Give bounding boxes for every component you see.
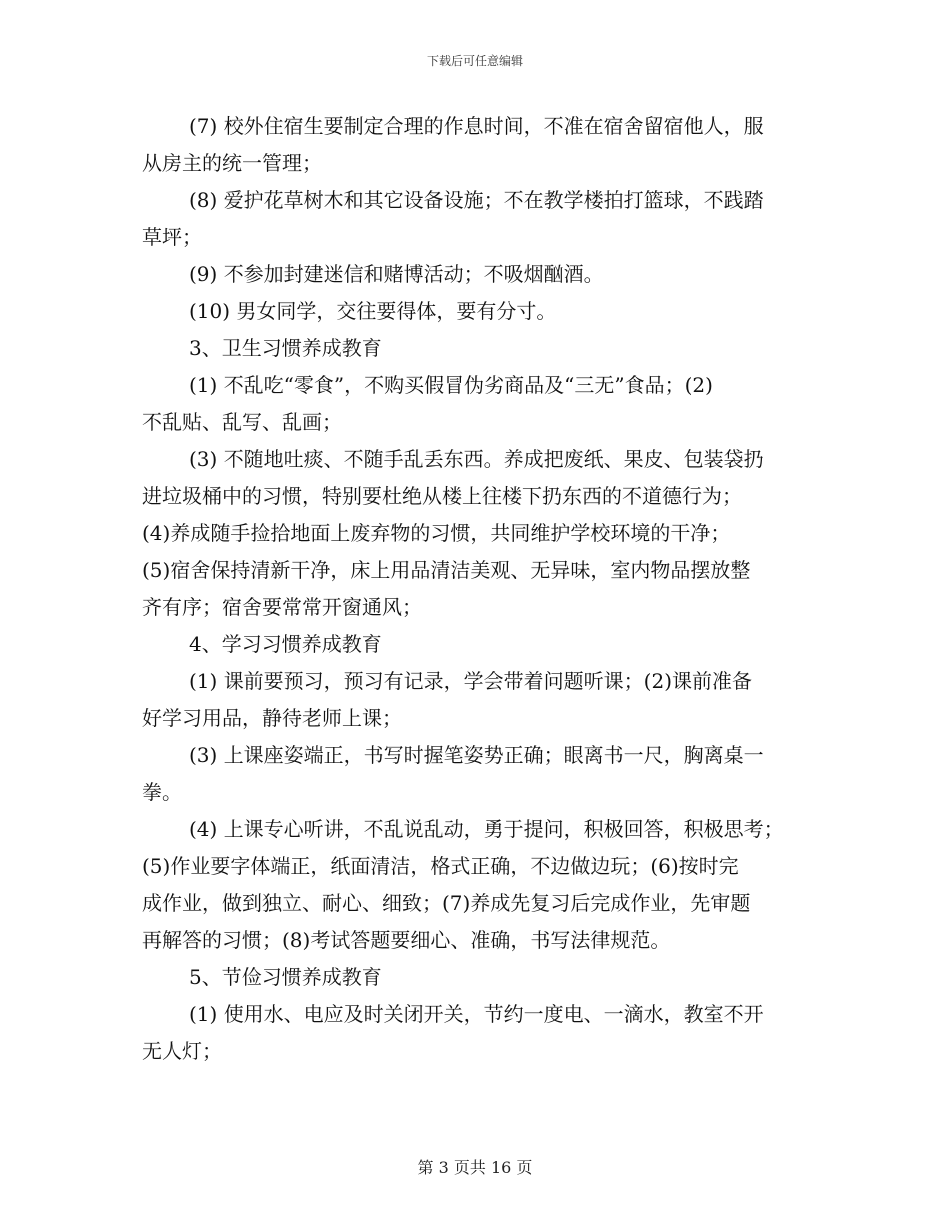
text-line: (9) 不参加封建迷信和赌博活动；不吸烟酗酒。	[189, 262, 604, 286]
paragraph-item-10	[142, 293, 822, 330]
text-line: 齐有序；宿舍要常常开窗通风；	[142, 595, 422, 619]
text-line: 不乱贴、乱写、乱画；	[142, 410, 342, 434]
text-line: 拳。	[142, 780, 182, 804]
page-footer: 第 3 页共 16 页	[417, 1158, 533, 1177]
text-line: (4) 上课专心听讲，不乱说乱动，勇于提问，积极回答，积极思考；	[189, 817, 784, 841]
paragraph-item-9	[142, 256, 822, 293]
paragraph-study-3	[142, 737, 822, 811]
section-heading-hygiene	[142, 330, 822, 367]
text-line: 再解答的习惯；(8)考试答题要细心、准确，书写法律规范。	[142, 928, 671, 952]
text-line: (3) 上课座姿端正，书写时握笔姿势正确；眼离书一尺，胸离桌一	[189, 743, 764, 767]
text-line: (5)宿舍保持清新干净，床上用品清洁美观、无异味，室内物品摆放整	[142, 558, 751, 582]
document-body	[142, 108, 822, 1070]
text-line: (10) 男女同学，交往要得体，要有分寸。	[189, 299, 557, 323]
paragraph-hygiene-3	[142, 441, 822, 626]
text-line: (1) 课前要预习，预习有记录，学会带着问题听课；(2)课前准备	[189, 669, 753, 693]
paragraph-study-4	[142, 811, 822, 959]
text-line: 从房主的统一管理；	[142, 151, 322, 175]
text-line: 无人灯；	[142, 1039, 222, 1063]
paragraph-item-8	[142, 182, 822, 256]
text-line: 好学习用品，静待老师上课；	[142, 706, 402, 730]
page-header: 下载后可任意编辑	[426, 54, 523, 68]
text-line: 成作业，做到独立、耐心、细致；(7)养成先复习后完成作业，先审题	[142, 891, 751, 915]
section-heading-thrift	[142, 959, 822, 996]
section-title: 4、学习习惯养成教育	[189, 632, 382, 656]
text-line: (7) 校外住宿生要制定合理的作息时间，不准在宿舍留宿他人，服	[189, 114, 764, 138]
paragraph-hygiene-1	[142, 367, 822, 441]
section-heading-study	[142, 626, 822, 663]
text-line: 草坪；	[142, 225, 202, 249]
text-line: (1) 不乱吃“零食”，不购买假冒伪劣商品及“三无”食品；(2)	[189, 373, 713, 397]
text-line: (4)养成随手捡拾地面上废弃物的习惯，共同维护学校环境的干净；	[142, 521, 731, 545]
paragraph-thrift-1	[142, 996, 822, 1070]
text-line: (8) 爱护花草树木和其它设备设施；不在教学楼拍打篮球，不践踏	[189, 188, 764, 212]
section-title: 3、卫生习惯养成教育	[189, 336, 382, 360]
paragraph-study-1	[142, 663, 822, 737]
paragraph-item-7	[142, 108, 822, 182]
text-line: (3) 不随地吐痰、不随手乱丢东西。养成把废纸、果皮、包装袋扔	[189, 447, 764, 471]
text-line: 进垃圾桶中的习惯，特别要杜绝从楼上往楼下扔东西的不道德行为；	[142, 484, 742, 508]
section-title: 5、节俭习惯养成教育	[189, 965, 382, 989]
text-line: (1) 使用水、电应及时关闭开关，节约一度电、一滴水，教室不开	[189, 1002, 764, 1026]
text-line: (5)作业要字体端正，纸面清洁，格式正确，不边做边玩；(6)按时完	[142, 854, 739, 878]
